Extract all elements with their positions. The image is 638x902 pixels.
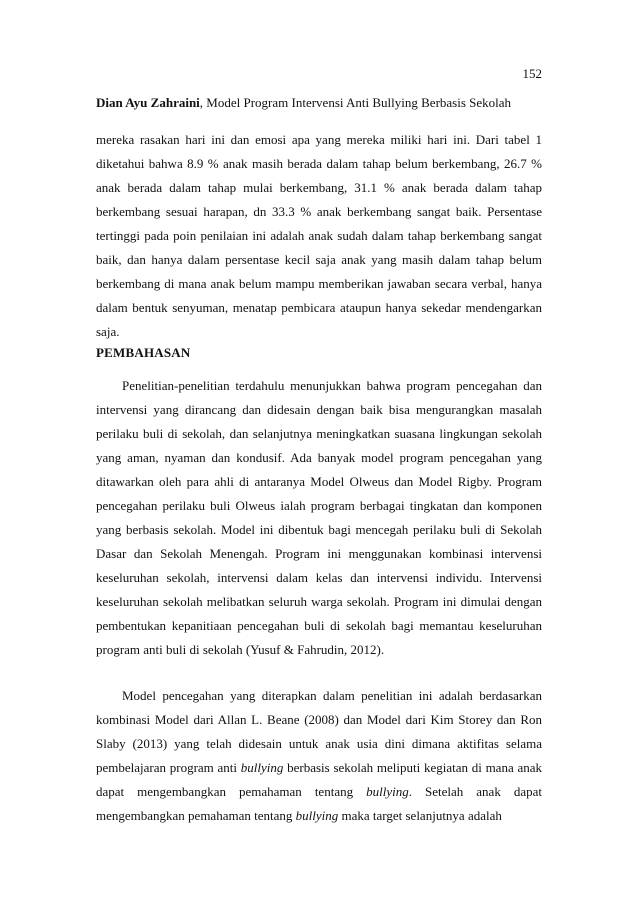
paragraph-2-italic-2: bullying: [366, 784, 409, 799]
paragraph-2-text-2: berbasis sekolah meliputi kegiatan di mana anak dapat mengembangkan pemahaman tentang: [96, 760, 542, 799]
paragraph-2: [96, 684, 542, 828]
paragraph-2-text-1: Model pencegahan yang diterapkan dalam penelitian ini adalah berdasarkan kombinasi Model dari Allan L. Beane (2008) dan Model dari Kim Storey dan Ron Slaby (2013) yang telah didesain untuk anak usia dini dimana aktifitas selama pembelajaran program anti: [96, 688, 542, 775]
header-author: Dian Ayu Zahraini: [96, 95, 200, 110]
running-header: [96, 94, 542, 112]
continuation-paragraph: mereka rasakan hari ini dan emosi apa yang mereka miliki hari ini. Dari tabel 1 diketahui bahwa 8.9 % anak masih berada dalam tahap belum berkembang, 26.7 % anak berada dalam tahap mulai berkembang, 31.1 % anak berada dalam tahap berkembang sesuai harapan, dn 33.3 % anak berkembang sangat baik. Persentase tertinggi pada poin penilaian ini adalah anak sudah dalam tahap berkembang sangat baik, dan hanya dalam persentase kecil saja anak yang masih dalam tahap belum berkembang di mana anak belum mampu memberikan jawaban secara verbal, hanya dalam bentuk senyuman, menatap pembicara ataupun hanya sekedar mendengarkan saja.: [96, 132, 542, 339]
page-number: 152: [522, 66, 542, 81]
paragraph-2-text-4: maka target selanjutnya adalah: [338, 808, 502, 823]
paragraph-1: Penelitian-penelitian terdahulu menunjukkan bahwa program pencegahan dan intervensi yang dirancang dan didesain dengan baik bisa mengurangkan masalah perilaku buli di sekolah, dan selanjutnya meningkatkan suasana lingkungan sekolah yang aman, nyaman dan kondusif. Ada banyak model program pencegahan yang ditawarkan oleh para ahli di antaranya Model Olweus dan Model Rigby. Program pencegahan perilaku buli Olweus ialah program berbagai tingkatan dan komponen yang berbasis sekolah. Model ini dibentuk bagi mencegah perilaku buli di Sekolah Dasar dan Sekolah Menengah. Program ini menggunakan kombinasi intervensi keseluruhan sekolah, intervensi dalam kelas dan intervensi individu. Intervensi keseluruhan sekolah melibatkan seluruh warga sekolah. Program ini dimulai dengan pembentukan kepanitiaan pencegahan buli di sekolah bagi memantau keseluruhan program anti buli di sekolah (Yusuf & Fahrudin, 2012).: [96, 378, 542, 657]
paragraph-2-text-3: . Setelah anak dapat mengembangkan pemahaman tentang: [96, 784, 542, 823]
section-heading: PEMBAHASAN: [96, 345, 191, 360]
paragraph-2-italic-1: bullying: [240, 760, 284, 775]
paragraph-2-italic-3: bullying: [295, 808, 339, 823]
header-title: Model Program Intervensi Anti Bullying Berbasis Sekolah: [206, 95, 512, 110]
header-separator: ,: [199, 95, 207, 110]
